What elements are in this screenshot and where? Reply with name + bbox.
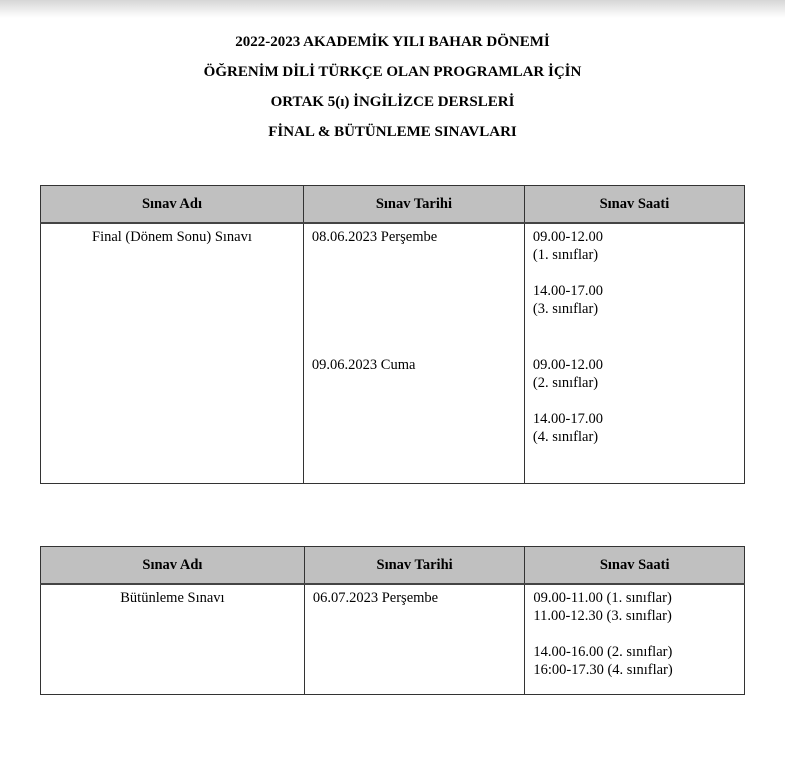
exam-class-group: (1. sınıflar) [532,247,599,263]
column-header-exam-name: Sınav Adı [41,186,304,224]
exam-time: 14.00-17.00 [532,283,603,299]
exam-name-cell [41,584,305,694]
document-headings [0,30,785,150]
exam-time-cell [524,223,744,483]
column-header-exam-date: Sınav Tarihi [304,547,525,585]
makeup-exam-table [40,546,745,695]
exam-name-cell [41,223,304,483]
exam-name: Bütünleme Sınavı [120,590,225,606]
exam-date-1: 08.06.2023 Perşembe [311,229,438,245]
exam-name: Final (Dönem Sonu) Sınavı [92,229,252,245]
final-exam-table [40,185,745,484]
table-row [41,223,745,483]
exam-date-2: 09.06.2023 Cuma [311,357,416,373]
heading-exams: FİNAL & BÜTÜNLEME SINAVLARI [268,124,517,140]
heading-programs: ÖĞRENİM DİLİ TÜRKÇE OLAN PROGRAMLAR İÇİN [203,64,582,80]
exam-date-cell [303,223,524,483]
exam-class-group: (2. sınıflar) [532,375,599,391]
exam-time-slot: 16:00-17.30 (4. sınıflar) [533,662,673,678]
column-header-exam-name: Sınav Adı [41,547,305,585]
table-row [41,584,745,694]
exam-class-group: (4. sınıflar) [532,429,599,445]
viewer-top-bar [0,0,785,18]
column-header-exam-date: Sınav Tarihi [303,186,524,224]
exam-time-slot: 09.00-11.00 (1. sınıflar) [533,590,672,606]
heading-courses: ORTAK 5(ı) İNGİLİZCE DERSLERİ [270,94,515,110]
exam-class-group: (3. sınıflar) [532,301,599,317]
exam-time-slot: 11.00-12.30 (3. sınıflar) [533,608,672,624]
heading-academic-year: 2022-2023 AKADEMİK YILI BAHAR DÖNEMİ [235,34,550,50]
exam-time: 14.00-17.00 [532,411,603,427]
column-header-exam-time: Sınav Saati [524,186,744,224]
table-header-row [41,186,745,224]
exam-time-cell [525,584,745,694]
exam-time-slot: 14.00-16.00 (2. sınıflar) [533,644,673,660]
exam-date: 06.07.2023 Perşembe [312,590,439,606]
exam-date-cell [304,584,525,694]
exam-time: 09.00-12.00 [532,229,603,245]
exam-time: 09.00-12.00 [532,357,603,373]
table-header-row [41,547,745,585]
column-header-exam-time: Sınav Saati [525,547,745,585]
